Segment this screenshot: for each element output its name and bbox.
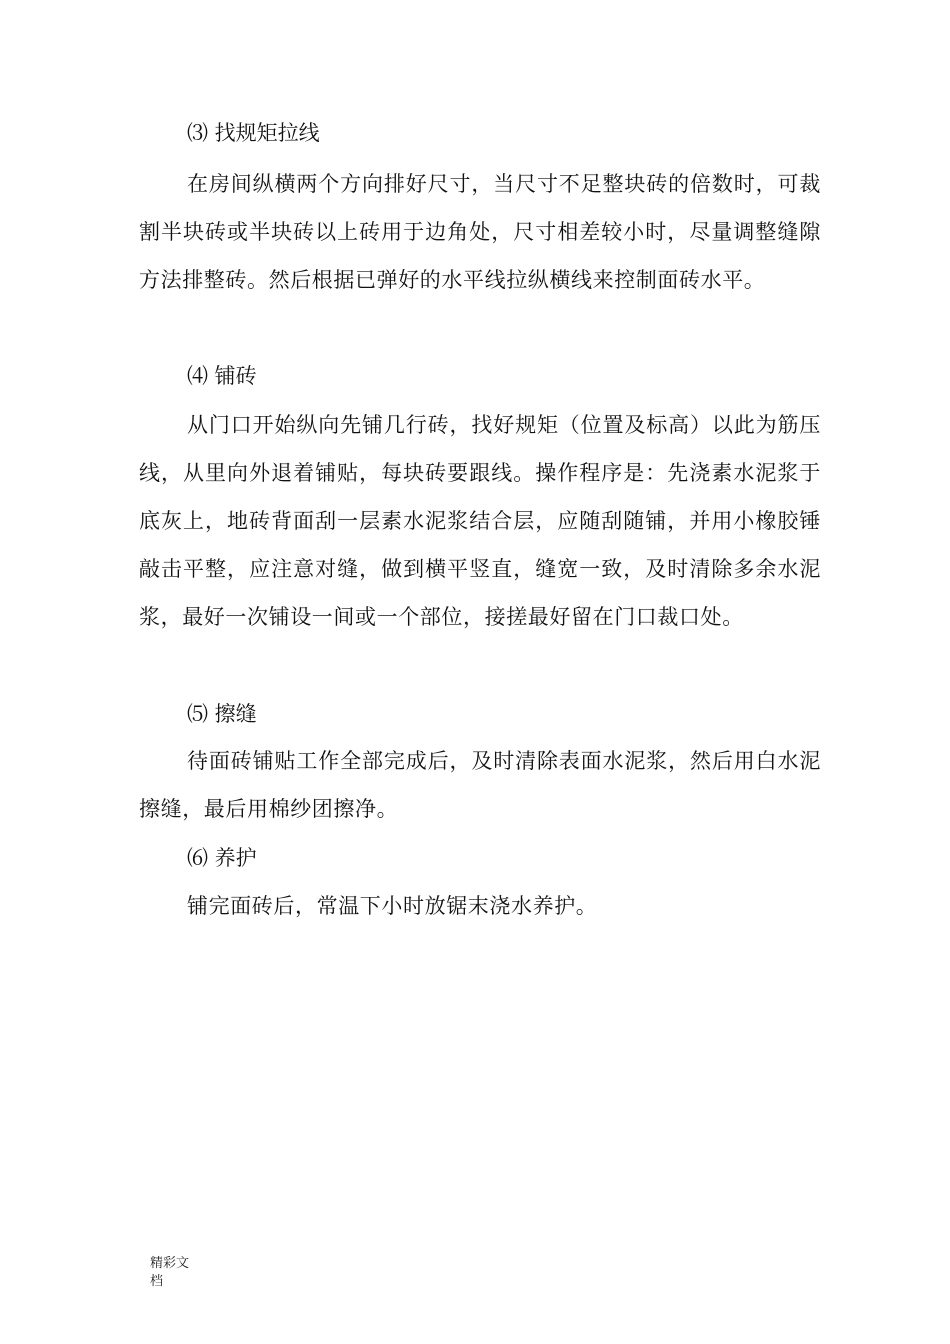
section-body-4: 从门口开始纵向先铺几行砖，找好规矩（位置及标高）以此为筋压线，从里向外退着铺贴，每块砖要跟线。操作程序是：先浇素水泥浆于底灰上，地砖背面刮一层素水泥浆结合层，应随刮随铺，并用小橡胶锤敲击平整，应注意对缝，做到横平竖直，缝宽一致，及时清除多余水泥浆，最好一次铺设一间或一个部位，接搓最好留在门口裁口处。 [139,413,821,629]
footer-label: 精彩文档 [150,1256,190,1289]
section-body-3: 在房间纵横两个方向排好尺寸，当尺寸不足整块砖的倍数时，可裁割半块砖或半块砖以上砖用于边角处，尺寸相差较小时，尽量调整缝隙方法排整砖。然后根据已弹好的水平线拉纵横线来控制面砖水平。 [139,172,821,292]
section-heading-6: ⑹ 养护 [187,846,257,870]
section-heading-4: ⑷ 铺砖 [187,364,257,388]
section-heading-5: ⑸ 擦缝 [187,702,257,726]
section-body-5: 待面砖铺贴工作全部完成后，及时清除表面水泥浆，然后用白水泥擦缝，最后用棉纱团擦净。 [139,749,821,821]
section-body-6: 铺完面砖后，常温下小时放锯末浇水养护。 [187,894,598,918]
section-heading-3: ⑶ 找规矩拉线 [187,121,320,145]
